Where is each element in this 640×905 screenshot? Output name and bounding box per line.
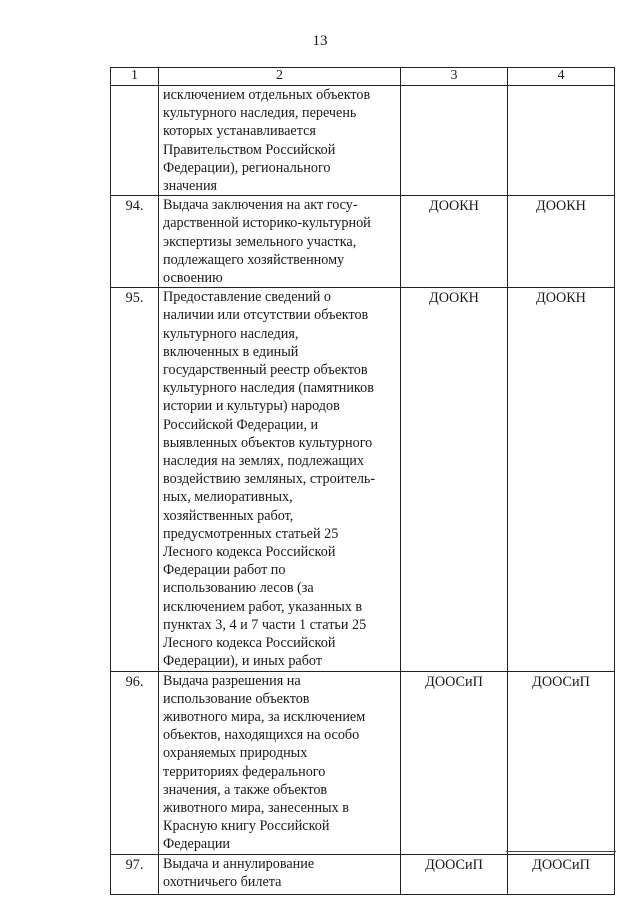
service-description bbox=[159, 196, 401, 288]
responsible-org-col4: ДООКН bbox=[508, 196, 615, 288]
description-line: животного мира, за исключением bbox=[163, 708, 366, 725]
header-col-3: 3 bbox=[401, 68, 508, 86]
row-number bbox=[111, 86, 159, 196]
responsible-org-col3: ДООКН bbox=[401, 196, 508, 288]
description-line: воздействию земляных, строитель- bbox=[163, 471, 376, 488]
row-number: 96. bbox=[111, 671, 159, 854]
description-line: Российской Федерации, и bbox=[163, 416, 319, 433]
description-line: Предоставление сведений о bbox=[163, 289, 331, 306]
description-line: государственный реестр объектов bbox=[163, 362, 368, 379]
responsible-org-col3: ДООСиП bbox=[401, 671, 508, 854]
responsible-org-col3: ДООСиП bbox=[401, 854, 508, 894]
description-line: исключением работ, указанных в bbox=[163, 598, 363, 615]
service-description bbox=[159, 671, 401, 854]
description-line: наличии или отсутствии объектов bbox=[163, 307, 369, 324]
description-line: включенных в единый bbox=[163, 343, 299, 360]
responsible-org-col4 bbox=[508, 86, 615, 196]
description-line: исключением отдельных объектов bbox=[163, 87, 371, 103]
description-line: Федерации работ по bbox=[163, 562, 286, 579]
row-number: 95. bbox=[111, 288, 159, 671]
description-line: культурного наследия (памятников bbox=[163, 380, 374, 397]
description-line: Лесного кодекса Российской bbox=[163, 544, 336, 561]
description-line: освоению bbox=[163, 270, 223, 287]
description-line: использование объектов bbox=[163, 690, 310, 707]
table-row bbox=[111, 671, 615, 854]
header-col-4: 4 bbox=[508, 68, 615, 86]
description-line: Федерации), регионального bbox=[163, 159, 331, 176]
description-line: Федерации bbox=[163, 836, 231, 853]
header-col-1: 1 bbox=[111, 68, 159, 86]
description-line: предусмотренных статьей 25 bbox=[163, 525, 339, 542]
description-line: значения, а также объектов bbox=[163, 781, 328, 798]
description-line: использованию лесов (за bbox=[163, 580, 314, 597]
table-header-row bbox=[111, 68, 615, 86]
description-line: ных, мелиоративных, bbox=[163, 489, 293, 506]
description-line: животного мира, занесенных в bbox=[163, 799, 349, 816]
description-line: подлежащего хозяйственному bbox=[163, 251, 345, 268]
responsible-org-col3 bbox=[401, 86, 508, 196]
responsible-org-col4: ДООСиП bbox=[508, 854, 615, 894]
row-number: 94. bbox=[111, 196, 159, 288]
description-line: наследия на землях, подлежащих bbox=[163, 453, 364, 470]
service-description bbox=[159, 288, 401, 671]
description-line: Федерации), и иных работ bbox=[163, 653, 323, 670]
description-line: Выдача разрешения на bbox=[163, 672, 301, 689]
description-line: хозяйственных работ, bbox=[163, 507, 294, 524]
service-description bbox=[159, 854, 401, 894]
description-line: пунктах 3, 4 и 7 части 1 статьи 25 bbox=[163, 616, 367, 633]
description-line: выявленных объектов культурного bbox=[163, 434, 373, 451]
table-row bbox=[111, 854, 615, 894]
description-line: объектов, находящихся на особо bbox=[163, 727, 360, 744]
bottom-rule bbox=[506, 851, 616, 852]
service-description bbox=[159, 86, 401, 196]
services-table bbox=[110, 67, 615, 895]
description-line: Правительством Российской bbox=[163, 141, 336, 158]
description-line: охотничьего билета bbox=[163, 873, 282, 890]
description-line: которых устанавливается bbox=[163, 123, 316, 140]
description-line: Выдача заключения на акт госу- bbox=[163, 197, 358, 214]
table-row bbox=[111, 288, 615, 671]
header-col-2: 2 bbox=[159, 68, 401, 86]
description-line: Лесного кодекса Российской bbox=[163, 635, 336, 652]
table-row bbox=[111, 196, 615, 288]
responsible-org-col3: ДООКН bbox=[401, 288, 508, 671]
row-number: 97. bbox=[111, 854, 159, 894]
description-line: культурного наследия, перечень bbox=[163, 105, 357, 122]
responsible-org-col4: ДООСиП bbox=[508, 671, 615, 854]
description-line: истории и культуры) народов bbox=[163, 398, 340, 415]
description-line: дарственной историко-культурной bbox=[163, 215, 371, 232]
responsible-org-col4: ДООКН bbox=[508, 288, 615, 671]
page-number: 13 bbox=[312, 33, 328, 49]
description-line: значения bbox=[163, 178, 218, 195]
table-row bbox=[111, 86, 615, 196]
description-line: территориях федерального bbox=[163, 763, 326, 780]
description-line: Красную книгу Российской bbox=[163, 818, 330, 835]
description-line: экспертизы земельного участка, bbox=[163, 233, 357, 250]
description-line: Выдача и аннулирование bbox=[163, 855, 315, 872]
description-line: культурного наследия, bbox=[163, 325, 299, 342]
description-line: охраняемых природных bbox=[163, 745, 308, 762]
